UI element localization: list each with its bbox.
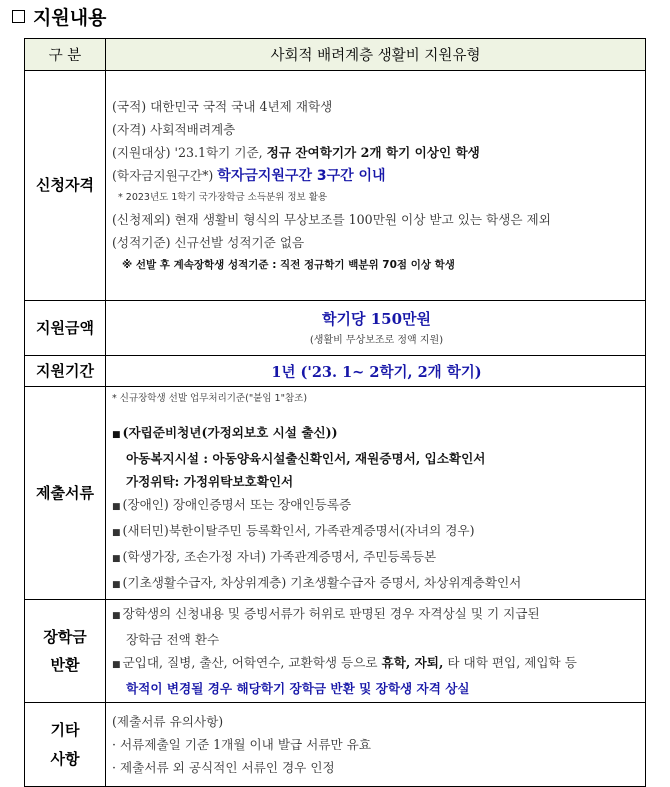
eligibility-content <box>106 71 646 301</box>
other-heading: (제출서류 유의사항) <box>112 714 224 729</box>
amount-value: 학기당 150만원 <box>322 310 431 328</box>
support-table <box>24 38 646 787</box>
eligibility-target: (지원대상) '23.1학기 기준, 정규 잔여학기가 2개 학기 이상인 학생 <box>112 145 480 160</box>
square-bullet-icon: ■ <box>112 430 121 440</box>
documents-foster-care: 가정위탁: 가정위탁보호확인서 <box>126 474 294 489</box>
amount-sub: (생활비 무상보조로 정액 지원) <box>309 335 444 346</box>
row-amount <box>25 301 646 356</box>
eligibility-footnote: * 2023년도 1학기 국가장학금 소득분위 정보 활용 <box>118 192 328 203</box>
row-period <box>25 356 646 387</box>
section-title <box>12 2 106 30</box>
eligibility-income-bracket: (학자금지원구간*) 학자금지원구간 3구간 이내 <box>112 168 386 184</box>
eligibility-qualification: (자격) 사회적배려계층 <box>112 122 236 137</box>
checkbox-square-icon <box>12 10 25 23</box>
eligibility-grade: (성적기준) 신규선발 성적기준 없음 <box>112 235 305 250</box>
eligibility-grade-note: ※ 선발 후 계속장학생 성적기준 : 직전 정규학기 백분위 70점 이상 학생 <box>122 259 455 271</box>
header-category: 구 분 <box>25 39 106 71</box>
square-bullet-icon: ■ <box>112 660 121 670</box>
row-documents <box>25 387 646 600</box>
refund-item-status-change-blue: 학적이 변경될 경우 해당학기 장학금 반환 및 장학생 자격 상실 <box>126 681 470 696</box>
row-label-other: 기타 사항 <box>25 703 106 787</box>
documents-note: * 신규장학생 선발 업무처리기준("붙임 1"참조) <box>112 393 308 404</box>
row-label-eligibility: 신청자격 <box>25 71 106 301</box>
refund-item-false-docs-cont: 장학금 전액 환수 <box>126 632 220 647</box>
documents-item-basic-livelihood: ■ (기초생활수급자, 차상위계층) 기초생활수급자 증명서, 차상위계층확인서 <box>112 575 522 590</box>
header-support-type: 사회적 배려계층 생활비 지원유형 <box>106 39 646 71</box>
refund-item-status-change: ■ 군입대, 질병, 출산, 어학연수, 교환학생 등으로 휴학, 자퇴, 타 대학 편입, 제입학 등 <box>112 655 577 670</box>
row-label-amount: 지원금액 <box>25 301 106 356</box>
row-label-documents: 제출서류 <box>25 387 106 600</box>
documents-item-disabled: ■ (장애인) 장애인증명서 또는 장애인등록증 <box>112 497 352 512</box>
square-bullet-icon: ■ <box>112 580 121 590</box>
row-label-refund: 장학금 반환 <box>25 600 106 703</box>
documents-content <box>106 387 646 600</box>
eligibility-nationality: (국적) 대한민국 국적 국내 4년제 재학생 <box>112 99 333 114</box>
documents-item-household-head: ■ (학생가장, 조손가정 자녀) 가족관계증명서, 주민등록등본 <box>112 549 437 564</box>
period-content <box>106 356 646 387</box>
documents-item-defector: ■ (새터민)북한이탈주민 등록확인서, 가족관계증명서(자녀의 경우) <box>112 523 475 538</box>
row-other <box>25 703 646 787</box>
amount-content <box>106 301 646 356</box>
eligibility-exclusion: (신청제외) 현재 생활비 형식의 무상보조를 100만원 이상 받고 있는 학생은 제외 <box>112 212 551 227</box>
documents-independence-heading: ■ (자립준비청년(가정외보호 시설 출신)) <box>112 425 338 440</box>
row-label-period: 지원기간 <box>25 356 106 387</box>
refund-content <box>106 600 646 703</box>
row-refund <box>25 600 646 703</box>
refund-item-false-docs: ■ 장학생의 신청내용 및 증빙서류가 허위로 판명된 경우 자격상실 및 기 지급된 <box>112 606 540 621</box>
square-bullet-icon: ■ <box>112 502 121 512</box>
square-bullet-icon: ■ <box>112 554 121 564</box>
documents-child-welfare: 아동복지시설 : 아동양육시설출신확인서, 재원증명서, 입소확인서 <box>126 451 486 466</box>
period-value: 1년 ('23. 1~ 2학기, 2개 학기) <box>271 363 482 381</box>
other-content <box>106 703 646 787</box>
row-eligibility <box>25 71 646 301</box>
other-item-official: · 제출서류 외 공식적인 서류인 경우 인정 <box>112 760 335 775</box>
square-bullet-icon: ■ <box>112 611 121 621</box>
square-bullet-icon: ■ <box>112 528 121 538</box>
table-header-row <box>25 39 646 71</box>
other-item-validity: · 서류제출일 기준 1개월 이내 발급 서류만 유효 <box>112 737 372 752</box>
section-title-text: 지원내용 <box>33 6 107 29</box>
